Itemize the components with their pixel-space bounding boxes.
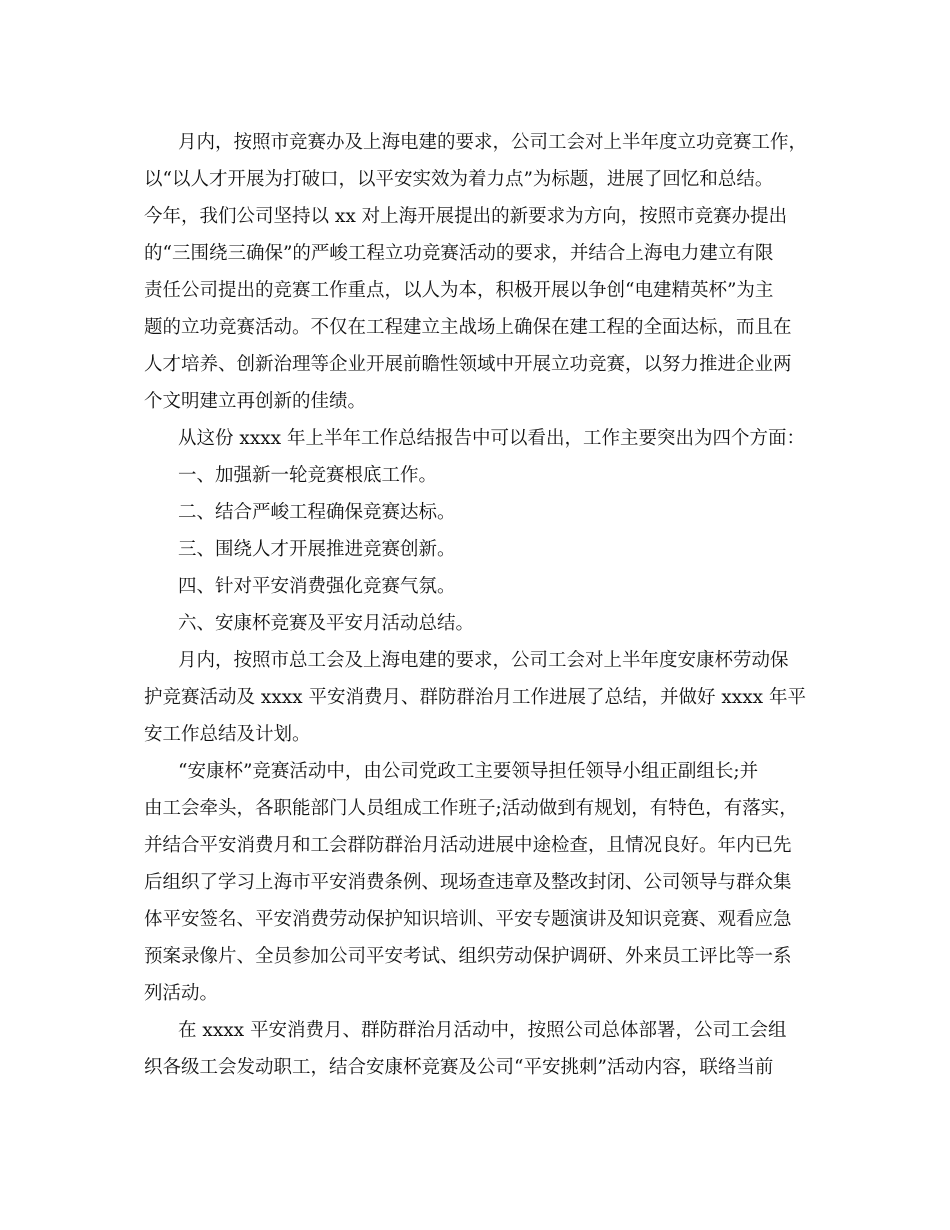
text-line: 二、结合严峻工程确保竞赛达标。 (178, 502, 456, 523)
text-line: 责任公司提出的竞赛工作重点，以人为本，积极开展以争创“电建精英杯”为主 (144, 280, 774, 301)
text-line: 在 xxxx 平安消费月、群防群治月活动中，按照公司总体部署，公司工会组 (178, 1020, 787, 1041)
text-line: 体平安签名、平安消费劳动保护知识培训、平安专题演讲及知识竞赛、观看应急 (144, 909, 792, 930)
text-line: 一、加强新一轮竞赛根底工作。 (178, 465, 438, 486)
text-line: “安康杯”竞赛活动中，由公司党政工主要领导担任领导小组正副组长;并 (178, 761, 759, 782)
text-line: 三、围绕人才开展推进竞赛创新。 (178, 539, 456, 560)
text-line: 织各级工会发动职工，结合安康杯竞赛及公司“平安挑刺”活动内容，联络当前 (144, 1057, 774, 1078)
text-line: 的“三围绕三确保”的严峻工程立功竞赛活动的要求，并结合上海电力建立有限 (144, 243, 774, 264)
text-line: 今年，我们公司坚持以 xx 对上海开展提出的新要求为方向，按照市竞赛办提出 (144, 206, 788, 227)
text-line: 后组织了学习上海市平安消费条例、现场查违章及整改封闭、公司领导与群众集 (144, 872, 792, 893)
text-line: 以“以人才开展为打破口，以平安实效为着力点”为标题，进展了回忆和总结。 (144, 169, 774, 190)
text-line: 安工作总结及计划。 (144, 724, 311, 745)
text-line: 并结合平安消费月和工会群防群治月活动进展中途检查，且情况良好。年内已先 (144, 835, 792, 856)
text-line: 预案录像片、全员参加公司平安考试、组织劳动保护调研、外来员工评比等一系 (144, 946, 792, 967)
text-line: 护竞赛活动及 xxxx 平安消费月、群防群治月工作进展了总结，并做好 xxxx 年平 (144, 687, 806, 708)
text-line: 题的立功竞赛活动。不仅在工程建立主战场上确保在建工程的全面达标，而且在 (144, 317, 792, 338)
text-line: 个文明建立再创新的佳绩。 (144, 391, 367, 412)
text-line: 四、针对平安消费强化竞赛气氛。 (178, 576, 456, 597)
text-line: 由工会牵头，各职能部门人员组成工作班子;活动做到有规划，有特色，有落实， (144, 798, 798, 819)
text-line: 人才培养、创新治理等企业开展前瞻性领域中开展立功竞赛，以努力推进企业两 (144, 354, 792, 375)
text-line: 月内，按照市竞赛办及上海电建的要求，公司工会对上半年度立功竞赛工作， (178, 132, 808, 153)
text-line: 六、安康杯竞赛及平安月活动总结。 (178, 613, 475, 634)
text-line: 列活动。 (144, 983, 219, 1004)
text-line: 从这份 xxxx 年上半年工作总结报告中可以看出，工作主要突出为四个方面： (178, 428, 805, 449)
text-line: 月内，按照市总工会及上海电建的要求，公司工会对上半年度安康杯劳动保 (178, 650, 789, 671)
